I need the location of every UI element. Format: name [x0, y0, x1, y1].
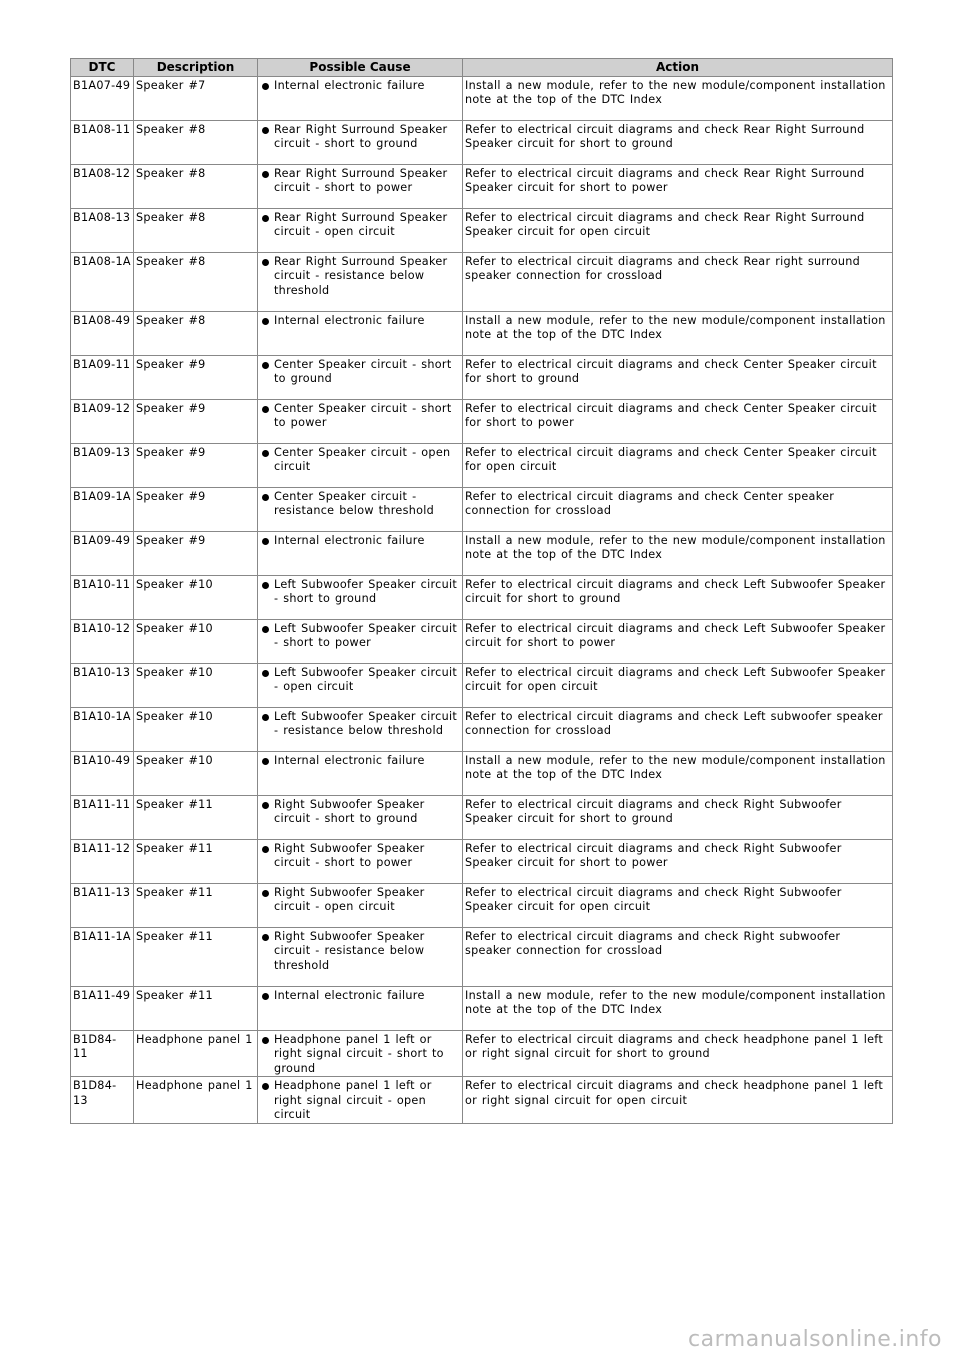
table-row [71, 443, 893, 487]
dtc-description: Speaker #9 [134, 531, 258, 575]
table-row [71, 1030, 893, 1077]
header-possible-cause: Possible Cause [258, 59, 463, 77]
possible-cause-text: Headphone panel 1 left or right signal circuit - open circuit [274, 1079, 432, 1121]
dtc-description: Speaker #11 [134, 795, 258, 839]
dtc-code: B1A09-49 [71, 531, 134, 575]
table-row [71, 355, 893, 399]
possible-cause-text: Left Subwoofer Speaker circuit - short to power [274, 621, 458, 649]
dtc-action: Refer to electrical circuit diagrams and check Rear Right Surround Speaker circuit for short to power [463, 164, 893, 208]
possible-cause-item [260, 167, 460, 196]
dtc-code: B1A08-13 [71, 208, 134, 252]
possible-cause [258, 252, 463, 311]
possible-cause-text: Center Speaker circuit - open circuit [274, 445, 451, 473]
dtc-code: B1A10-1A [71, 707, 134, 751]
possible-cause [258, 927, 463, 986]
dtc-description: Headphone panel 1 [134, 1030, 258, 1077]
possible-cause [258, 839, 463, 883]
possible-cause [258, 120, 463, 164]
possible-cause-item [260, 930, 460, 974]
possible-cause-item [260, 666, 460, 695]
possible-cause-text: Center Speaker circuit - short to ground [274, 357, 452, 385]
possible-cause [258, 311, 463, 355]
bullet-icon [262, 1037, 269, 1044]
dtc-action: Install a new module, refer to the new module/component installation note at the top of the DTC Index [463, 751, 893, 795]
possible-cause-text: Internal electronic failure [274, 78, 425, 92]
table-row [71, 487, 893, 531]
dtc-description: Speaker #11 [134, 927, 258, 986]
possible-cause [258, 487, 463, 531]
dtc-description: Speaker #10 [134, 619, 258, 663]
dtc-action: Refer to electrical circuit diagrams and check Rear Right Surround Speaker circuit for short to ground [463, 120, 893, 164]
table-row [71, 839, 893, 883]
bullet-icon [262, 1083, 269, 1090]
dtc-table-body [71, 76, 893, 1123]
table-row [71, 208, 893, 252]
bullet-icon [262, 993, 269, 1000]
possible-cause-text: Internal electronic failure [274, 533, 425, 547]
possible-cause [258, 795, 463, 839]
bullet-icon [262, 127, 269, 134]
possible-cause [258, 619, 463, 663]
dtc-action: Refer to electrical circuit diagrams and check Center speaker connection for crossload [463, 487, 893, 531]
watermark: carmanualsonline.info [688, 1327, 942, 1352]
dtc-description: Speaker #10 [134, 663, 258, 707]
possible-cause-text: Right Subwoofer Speaker circuit - short to ground [274, 797, 425, 825]
table-row [71, 311, 893, 355]
dtc-code: B1A10-11 [71, 575, 134, 619]
bullet-icon [262, 890, 269, 897]
table-row [71, 252, 893, 311]
table-row [71, 76, 893, 120]
dtc-code: B1A08-1A [71, 252, 134, 311]
bullet-icon [262, 582, 269, 589]
bullet-icon [262, 670, 269, 677]
bullet-icon [262, 406, 269, 413]
dtc-action: Install a new module, refer to the new module/component installation note at the top of the DTC Index [463, 311, 893, 355]
possible-cause-item [260, 358, 460, 387]
table-row [71, 120, 893, 164]
bullet-icon [262, 934, 269, 941]
dtc-action: Refer to electrical circuit diagrams and check Rear right surround speaker connection for crossload [463, 252, 893, 311]
dtc-code: B1A11-11 [71, 795, 134, 839]
dtc-code: B1A11-49 [71, 986, 134, 1030]
possible-cause [258, 707, 463, 751]
possible-cause [258, 575, 463, 619]
possible-cause-text: Left Subwoofer Speaker circuit - resistance below threshold [274, 709, 458, 737]
possible-cause-text: Right Subwoofer Speaker circuit - resistance below threshold [274, 929, 425, 972]
bullet-icon [262, 83, 269, 90]
possible-cause-item [260, 886, 460, 915]
possible-cause [258, 751, 463, 795]
dtc-code: B1D84-13 [71, 1077, 134, 1124]
possible-cause-item [260, 798, 460, 827]
bullet-icon [262, 318, 269, 325]
dtc-code: B1A09-13 [71, 443, 134, 487]
possible-cause-text: Right Subwoofer Speaker circuit - short to power [274, 841, 425, 869]
possible-cause-text: Headphone panel 1 left or right signal circuit - short to ground [274, 1032, 444, 1075]
possible-cause [258, 399, 463, 443]
bullet-icon [262, 802, 269, 809]
possible-cause-item [260, 1079, 460, 1123]
dtc-description: Speaker #8 [134, 120, 258, 164]
bullet-icon [262, 215, 269, 222]
possible-cause-text: Center Speaker circuit - short to power [274, 401, 452, 429]
dtc-action: Install a new module, refer to the new module/component installation note at the top of the DTC Index [463, 986, 893, 1030]
table-row [71, 707, 893, 751]
dtc-description: Speaker #8 [134, 252, 258, 311]
dtc-description: Speaker #8 [134, 311, 258, 355]
dtc-code: B1D84-11 [71, 1030, 134, 1077]
bullet-icon [262, 171, 269, 178]
dtc-code: B1A09-12 [71, 399, 134, 443]
dtc-action: Refer to electrical circuit diagrams and check Left Subwoofer Speaker circuit for short to ground [463, 575, 893, 619]
possible-cause-item [260, 578, 460, 607]
dtc-description: Speaker #10 [134, 707, 258, 751]
possible-cause-item [260, 490, 460, 519]
possible-cause-text: Center Speaker circuit - resistance below threshold [274, 489, 435, 517]
dtc-code: B1A11-13 [71, 883, 134, 927]
table-row [71, 986, 893, 1030]
table-row [71, 795, 893, 839]
bullet-icon [262, 714, 269, 721]
dtc-code: B1A11-1A [71, 927, 134, 986]
table-row [71, 751, 893, 795]
possible-cause-text: Rear Right Surround Speaker circuit - short to ground [274, 122, 448, 150]
dtc-page [70, 58, 892, 1124]
dtc-code: B1A08-49 [71, 311, 134, 355]
possible-cause-text: Right Subwoofer Speaker circuit - open circuit [274, 885, 425, 913]
possible-cause-text: Rear Right Surround Speaker circuit - resistance below threshold [274, 254, 448, 297]
possible-cause-text: Internal electronic failure [274, 313, 425, 327]
possible-cause-item [260, 1033, 460, 1077]
possible-cause [258, 76, 463, 120]
dtc-action: Refer to electrical circuit diagrams and check Center Speaker circuit for short to ground [463, 355, 893, 399]
table-row [71, 575, 893, 619]
possible-cause-item [260, 211, 460, 240]
bullet-icon [262, 450, 269, 457]
possible-cause [258, 986, 463, 1030]
dtc-code: B1A09-11 [71, 355, 134, 399]
dtc-action: Refer to electrical circuit diagrams and check Right Subwoofer Speaker circuit for short to ground [463, 795, 893, 839]
bullet-icon [262, 846, 269, 853]
possible-cause-item [260, 123, 460, 152]
dtc-description: Speaker #11 [134, 839, 258, 883]
table-row [71, 399, 893, 443]
dtc-description: Speaker #10 [134, 575, 258, 619]
dtc-description: Speaker #8 [134, 164, 258, 208]
dtc-code: B1A10-12 [71, 619, 134, 663]
possible-cause-item [260, 989, 460, 1004]
dtc-action: Refer to electrical circuit diagrams and check Right subwoofer speaker connection for crossload [463, 927, 893, 986]
table-row [71, 883, 893, 927]
possible-cause [258, 208, 463, 252]
dtc-code: B1A08-11 [71, 120, 134, 164]
dtc-action: Refer to electrical circuit diagrams and check headphone panel 1 left or right signal circuit for short to ground [463, 1030, 893, 1077]
possible-cause-item [260, 446, 460, 475]
possible-cause-item [260, 710, 460, 739]
dtc-action: Install a new module, refer to the new module/component installation note at the top of the DTC Index [463, 76, 893, 120]
possible-cause-item [260, 842, 460, 871]
table-row [71, 663, 893, 707]
table-row [71, 1077, 893, 1124]
header-dtc: DTC [71, 59, 134, 77]
bullet-icon [262, 494, 269, 501]
table-row [71, 164, 893, 208]
dtc-description: Speaker #10 [134, 751, 258, 795]
dtc-description: Speaker #9 [134, 399, 258, 443]
possible-cause-text: Left Subwoofer Speaker circuit - open circuit [274, 665, 458, 693]
dtc-action: Refer to electrical circuit diagrams and check Left Subwoofer Speaker circuit for open circuit [463, 663, 893, 707]
dtc-description: Speaker #9 [134, 355, 258, 399]
possible-cause-item [260, 79, 460, 94]
dtc-action: Refer to electrical circuit diagrams and check Left subwoofer speaker connection for crossload [463, 707, 893, 751]
dtc-action: Refer to electrical circuit diagrams and check Right Subwoofer Speaker circuit for short to power [463, 839, 893, 883]
dtc-code: B1A10-13 [71, 663, 134, 707]
dtc-code: B1A10-49 [71, 751, 134, 795]
possible-cause-text: Rear Right Surround Speaker circuit - short to power [274, 166, 448, 194]
possible-cause [258, 883, 463, 927]
table-header-row [71, 59, 893, 77]
bullet-icon [262, 259, 269, 266]
header-description: Description [134, 59, 258, 77]
possible-cause-item [260, 402, 460, 431]
possible-cause [258, 164, 463, 208]
dtc-action: Refer to electrical circuit diagrams and check Center Speaker circuit for short to power [463, 399, 893, 443]
dtc-action: Install a new module, refer to the new module/component installation note at the top of the DTC Index [463, 531, 893, 575]
bullet-icon [262, 538, 269, 545]
bullet-icon [262, 758, 269, 765]
header-action: Action [463, 59, 893, 77]
dtc-action: Refer to electrical circuit diagrams and check Rear Right Surround Speaker circuit for open circuit [463, 208, 893, 252]
possible-cause [258, 663, 463, 707]
dtc-table [70, 58, 893, 1124]
bullet-icon [262, 362, 269, 369]
dtc-action: Refer to electrical circuit diagrams and check headphone panel 1 left or right signal circuit for open circuit [463, 1077, 893, 1124]
table-row [71, 531, 893, 575]
dtc-description: Headphone panel 1 [134, 1077, 258, 1124]
possible-cause [258, 531, 463, 575]
dtc-code: B1A11-12 [71, 839, 134, 883]
possible-cause-item [260, 314, 460, 329]
table-row [71, 927, 893, 986]
possible-cause [258, 443, 463, 487]
dtc-code: B1A09-1A [71, 487, 134, 531]
table-row [71, 619, 893, 663]
possible-cause-item [260, 622, 460, 651]
possible-cause-text: Internal electronic failure [274, 753, 425, 767]
dtc-description: Speaker #7 [134, 76, 258, 120]
possible-cause-text: Rear Right Surround Speaker circuit - open circuit [274, 210, 448, 238]
dtc-description: Speaker #9 [134, 487, 258, 531]
dtc-description: Speaker #11 [134, 986, 258, 1030]
possible-cause-text: Left Subwoofer Speaker circuit - short to ground [274, 577, 458, 605]
possible-cause [258, 1030, 463, 1077]
possible-cause-text: Internal electronic failure [274, 988, 425, 1002]
possible-cause-item [260, 255, 460, 299]
possible-cause [258, 355, 463, 399]
dtc-code: B1A08-12 [71, 164, 134, 208]
dtc-action: Refer to electrical circuit diagrams and check Right Subwoofer Speaker circuit for open circuit [463, 883, 893, 927]
dtc-description: Speaker #8 [134, 208, 258, 252]
possible-cause-item [260, 754, 460, 769]
possible-cause [258, 1077, 463, 1124]
possible-cause-item [260, 534, 460, 549]
dtc-code: B1A07-49 [71, 76, 134, 120]
dtc-description: Speaker #11 [134, 883, 258, 927]
bullet-icon [262, 626, 269, 633]
dtc-action: Refer to electrical circuit diagrams and check Center Speaker circuit for open circuit [463, 443, 893, 487]
dtc-action: Refer to electrical circuit diagrams and check Left Subwoofer Speaker circuit for short to power [463, 619, 893, 663]
dtc-description: Speaker #9 [134, 443, 258, 487]
